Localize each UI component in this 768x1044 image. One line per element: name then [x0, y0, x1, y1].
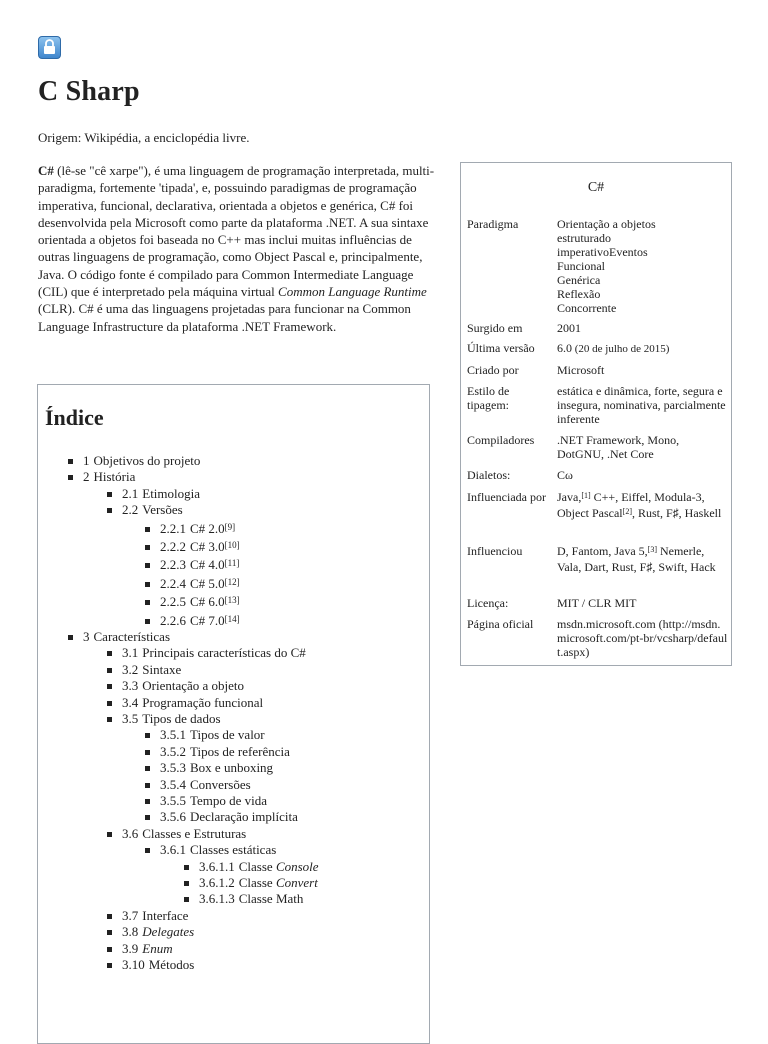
toc-number: 1 — [83, 453, 90, 468]
infobox-label: Estilo de tipagem: — [467, 384, 510, 412]
toc-reference: [10] — [224, 540, 240, 550]
toc-number: 3.6.1 — [160, 842, 186, 858]
intro-text-1: (lê-se "cê xarpe"), é uma linguagem de programação interpretada, multi-paradigma, fortemente 'tipada', e, possuindo paradigmas de programação imperativa, funcional, declarativa, orientada a objetos e genérica, C# foi desenvolvida pela Microsoft como parte da plataforma .NET. A sua sintaxe orientada a objetos foi baseada no C++ mas inclui muitas influências de outras linguagens de programação, como Object Pascal e, principalmente, Java. O código fonte é compilado para Common Intermediate Language (CIL) que é interpretado pela máquina virtual — [38, 163, 435, 300]
toc-item-3-6-1-3[interactable] — [199, 891, 303, 907]
toc-text: Características — [93, 629, 171, 644]
toc-item-3-7[interactable] — [122, 908, 188, 924]
bullet — [145, 582, 150, 587]
infobox-value-text: C++, Eiffel, Modula-3, Object Pascal — [557, 490, 705, 520]
toc-item-2-2-5[interactable] — [160, 594, 240, 611]
toc-number: 2 — [83, 469, 90, 485]
toc-item-3-5-1[interactable] — [160, 727, 265, 743]
toc-text: Programação funcional — [142, 694, 264, 710]
toc-text-emphasis: Convert — [275, 875, 318, 890]
toc-text-emphasis: Console — [275, 858, 319, 874]
infobox-value-text: Nemerle, Vala, Dart, Rust, F♯, Swift, Hack — [557, 544, 716, 574]
toc-reference: [11] — [224, 558, 240, 569]
bullet — [68, 459, 73, 464]
toc-number: 3.5.6 — [160, 809, 186, 825]
infobox-value — [557, 433, 729, 461]
toc-item-3-3[interactable] — [122, 678, 244, 694]
bullet — [107, 508, 112, 513]
page-title: C Sharp — [38, 76, 140, 107]
intro-paragraph — [38, 162, 438, 335]
toc-number: 2.2.3 — [160, 557, 186, 573]
toc-item-1[interactable] — [83, 453, 200, 469]
bullet — [107, 492, 112, 497]
toc-number: 3.6.1.3 — [199, 891, 235, 907]
infobox-value — [557, 596, 729, 610]
bullet — [184, 865, 189, 870]
toc-text: Conversões — [190, 776, 251, 792]
infobox-label: Página oficial — [467, 617, 534, 631]
infobox-value — [557, 490, 729, 522]
infobox-value — [557, 217, 729, 315]
toc-number: 2.2.5 — [160, 594, 186, 610]
toc-item-3-5-5[interactable] — [160, 793, 267, 809]
toc-text: C# 3.0 — [190, 539, 225, 554]
toc-text: Métodos — [148, 957, 195, 972]
padlock-shape — [43, 39, 56, 56]
bullet — [145, 750, 150, 755]
toc-item-3[interactable] — [83, 629, 170, 645]
toc-item-3-5-2[interactable] — [160, 744, 290, 760]
bullet — [107, 914, 112, 919]
infobox-reference: [2] — [622, 507, 632, 516]
infobox-label: Última versão — [467, 341, 535, 355]
toc-reference: [9] — [224, 521, 236, 532]
toc-number: 2.2.4 — [160, 575, 186, 591]
toc-item-3-4[interactable] — [122, 695, 263, 711]
infobox-label: Surgido em — [467, 321, 523, 335]
toc-item-2-2-3[interactable] — [160, 557, 239, 574]
table-of-contents — [37, 384, 430, 1044]
bullet — [107, 832, 112, 837]
toc-text: Declaração implícita — [190, 809, 298, 825]
toc-text: Tempo de vida — [190, 793, 268, 808]
toc-title: Índice — [45, 405, 104, 430]
toc-text: C# 4.0 — [190, 557, 225, 573]
toc-text: Etimologia — [142, 485, 201, 501]
toc-text-emphasis: Enum — [142, 940, 173, 956]
toc-number: 3.5.4 — [160, 776, 186, 792]
bullet — [107, 963, 112, 968]
infobox-label: Paradigma — [467, 217, 519, 231]
toc-text: Interface — [142, 907, 189, 923]
infobox-value-text: Orientação a objetos estruturado imperativoEventos Funcional Genérica Reflexão Concorrente — [557, 217, 656, 315]
toc-reference: [14] — [224, 613, 240, 624]
infobox-value-date: (20 de julho de 2015) — [572, 343, 670, 355]
bullet — [145, 545, 150, 550]
infobox-label: Influenciou — [467, 544, 523, 558]
infobox-reference: [3] — [647, 545, 657, 554]
toc-item-2-2-2[interactable] — [160, 539, 240, 556]
toc-number: 3.4 — [122, 694, 139, 710]
toc-number: 3.6.1.1 — [199, 858, 235, 874]
toc-reference: [13] — [224, 595, 240, 606]
toc-item-2-2-6[interactable] — [160, 613, 240, 630]
bullet — [107, 701, 112, 706]
infobox-label: Influenciada por — [467, 490, 546, 504]
toc-item-3-10[interactable] — [122, 957, 194, 973]
toc-item-3-5[interactable] — [122, 711, 221, 727]
infobox-label: Criado por — [467, 363, 519, 377]
toc-number: 3.6 — [122, 825, 139, 841]
toc-item-3-6-1-1[interactable] — [199, 859, 319, 875]
toc-number: 3.7 — [122, 907, 139, 923]
toc-item-3-5-6[interactable] — [160, 809, 298, 825]
toc-reference: [12] — [224, 576, 240, 587]
toc-number: 3.5.2 — [160, 743, 186, 759]
bullet — [107, 684, 112, 689]
toc-text: Orientação a objeto — [142, 678, 245, 694]
toc-text: C# 7.0 — [190, 612, 225, 628]
toc-number: 2.2.2 — [160, 539, 186, 554]
bullet — [145, 815, 150, 820]
infobox-value — [557, 468, 729, 482]
bullet — [107, 717, 112, 722]
toc-item-2[interactable] — [83, 469, 135, 485]
toc-text: Tipos de valor — [190, 727, 265, 743]
toc-number: 3.2 — [122, 661, 139, 677]
infobox-reference: [1] — [581, 491, 591, 500]
toc-number: 3.8 — [122, 924, 139, 940]
toc-text: C# 6.0 — [190, 594, 225, 610]
toc-item-2-1[interactable] — [122, 486, 200, 502]
toc-text: C# 5.0 — [190, 575, 225, 591]
infobox-value-text: D, Fantom, Java 5, — [557, 544, 648, 558]
infobox-value-text: estática e dinâmica, forte, segura e insegura, nominativa, parcialmente inferente — [557, 384, 726, 426]
bullet — [107, 930, 112, 935]
toc-text: Objetivos do projeto — [93, 453, 201, 468]
bullet — [145, 733, 150, 738]
toc-item-3-2[interactable] — [122, 662, 181, 678]
infobox-value-text: Java, — [557, 490, 582, 504]
infobox-value — [557, 363, 729, 377]
toc-text: Classe — [238, 858, 276, 874]
toc-text: Tipos de referência — [190, 743, 290, 759]
toc-text: Principais características do C# — [142, 645, 306, 661]
infobox-value-text: msdn.microsoft.com (http://msdn.microsoft.com/pt-br/vcsharp/default.aspx) — [557, 617, 728, 659]
bullet — [68, 475, 73, 480]
infobox-value-text: MIT / CLR MIT — [557, 596, 637, 610]
toc-item-3-9[interactable] — [122, 941, 173, 957]
toc-text: Sintaxe — [142, 661, 182, 677]
toc-number: 3.5 — [122, 711, 139, 726]
origin-note: Origem: Wikipédia, a enciclopédia livre. — [38, 130, 250, 145]
infobox-label: Licença: — [467, 596, 509, 610]
toc-item-3-1[interactable] — [122, 645, 306, 661]
infobox-value — [557, 341, 729, 356]
toc-text: Classes e Estruturas — [142, 825, 247, 841]
infobox-label: Dialetos: — [467, 468, 511, 482]
toc-text: Tipos de dados — [142, 711, 221, 726]
bullet — [145, 563, 150, 568]
toc-number: 3.5.5 — [160, 793, 186, 808]
infobox-value-text: Microsoft — [557, 363, 605, 377]
toc-item-3-6-1-2[interactable] — [199, 875, 318, 891]
toc-item-3-5-3[interactable] — [160, 760, 273, 776]
toc-text: História — [93, 469, 136, 485]
bullet — [145, 783, 150, 788]
toc-text-emphasis: Delegates — [142, 924, 195, 940]
toc-number: 2.2 — [122, 502, 139, 518]
toc-number: 3 — [83, 629, 90, 644]
bullet — [145, 766, 150, 771]
toc-text: Versões — [142, 502, 183, 518]
intro-emphasis: Common Language Runtime — [278, 284, 427, 300]
infobox-value — [557, 544, 729, 574]
toc-item-3-6[interactable] — [122, 826, 246, 842]
toc-item-2-2-1[interactable] — [160, 521, 235, 538]
toc-number: 2.2.6 — [160, 612, 186, 628]
infobox-value-text: 2001 — [557, 321, 581, 335]
infobox-value — [557, 321, 729, 335]
bullet — [145, 848, 150, 853]
toc-item-3-6-1[interactable] — [160, 842, 276, 858]
toc-number: 3.1 — [122, 645, 139, 661]
toc-item-2-2-4[interactable] — [160, 576, 240, 593]
infobox-value — [557, 617, 729, 659]
infobox-value-text: , Rust, F♯, Haskell — [631, 506, 722, 520]
bullet — [107, 668, 112, 673]
infobox-value-text: 6.0 — [557, 341, 572, 355]
intro-text-2: (CLR). C# é uma das linguagens projetadas para funcionar na Common Language Infrastructure da plataforma .NET Framework. — [38, 301, 411, 334]
toc-number: 3.10 — [122, 957, 145, 972]
bullet — [145, 527, 150, 532]
toc-number: 3.6.1.2 — [199, 875, 235, 890]
toc-item-3-5-4[interactable] — [160, 777, 251, 793]
bullet — [145, 600, 150, 605]
infobox-label: Compiladores — [467, 433, 535, 447]
toc-item-3-8[interactable] — [122, 924, 194, 940]
bullet — [107, 651, 112, 656]
toc-number: 2.1 — [122, 485, 139, 501]
bullet — [107, 947, 112, 952]
toc-number: 3.5.1 — [160, 727, 186, 743]
infobox-value-text: Cω — [557, 468, 573, 482]
bullet — [145, 799, 150, 804]
bullet — [68, 635, 73, 640]
bullet — [145, 619, 150, 624]
toc-number: 2.2.1 — [160, 520, 186, 536]
toc-number: 3.3 — [122, 678, 139, 694]
toc-text: Classe — [238, 875, 276, 890]
bullet — [184, 897, 189, 902]
toc-text: Classe Math — [238, 891, 304, 907]
toc-text: C# 2.0 — [190, 520, 225, 536]
toc-item-2-2[interactable] — [122, 502, 183, 518]
infobox-value — [557, 384, 729, 426]
infobox — [460, 162, 732, 666]
infobox-title: C# — [587, 180, 605, 195]
toc-text: Classes estáticas — [190, 842, 277, 858]
toc-text: Box e unboxing — [190, 760, 274, 776]
toc-number: 3.5.3 — [160, 760, 186, 776]
lock-icon — [38, 36, 61, 59]
bullet — [184, 881, 189, 886]
intro-lead: C# — [38, 163, 54, 178]
toc-number: 3.9 — [122, 940, 139, 956]
infobox-value-text: .NET Framework, Mono, DotGNU, .Net Core — [557, 433, 680, 461]
